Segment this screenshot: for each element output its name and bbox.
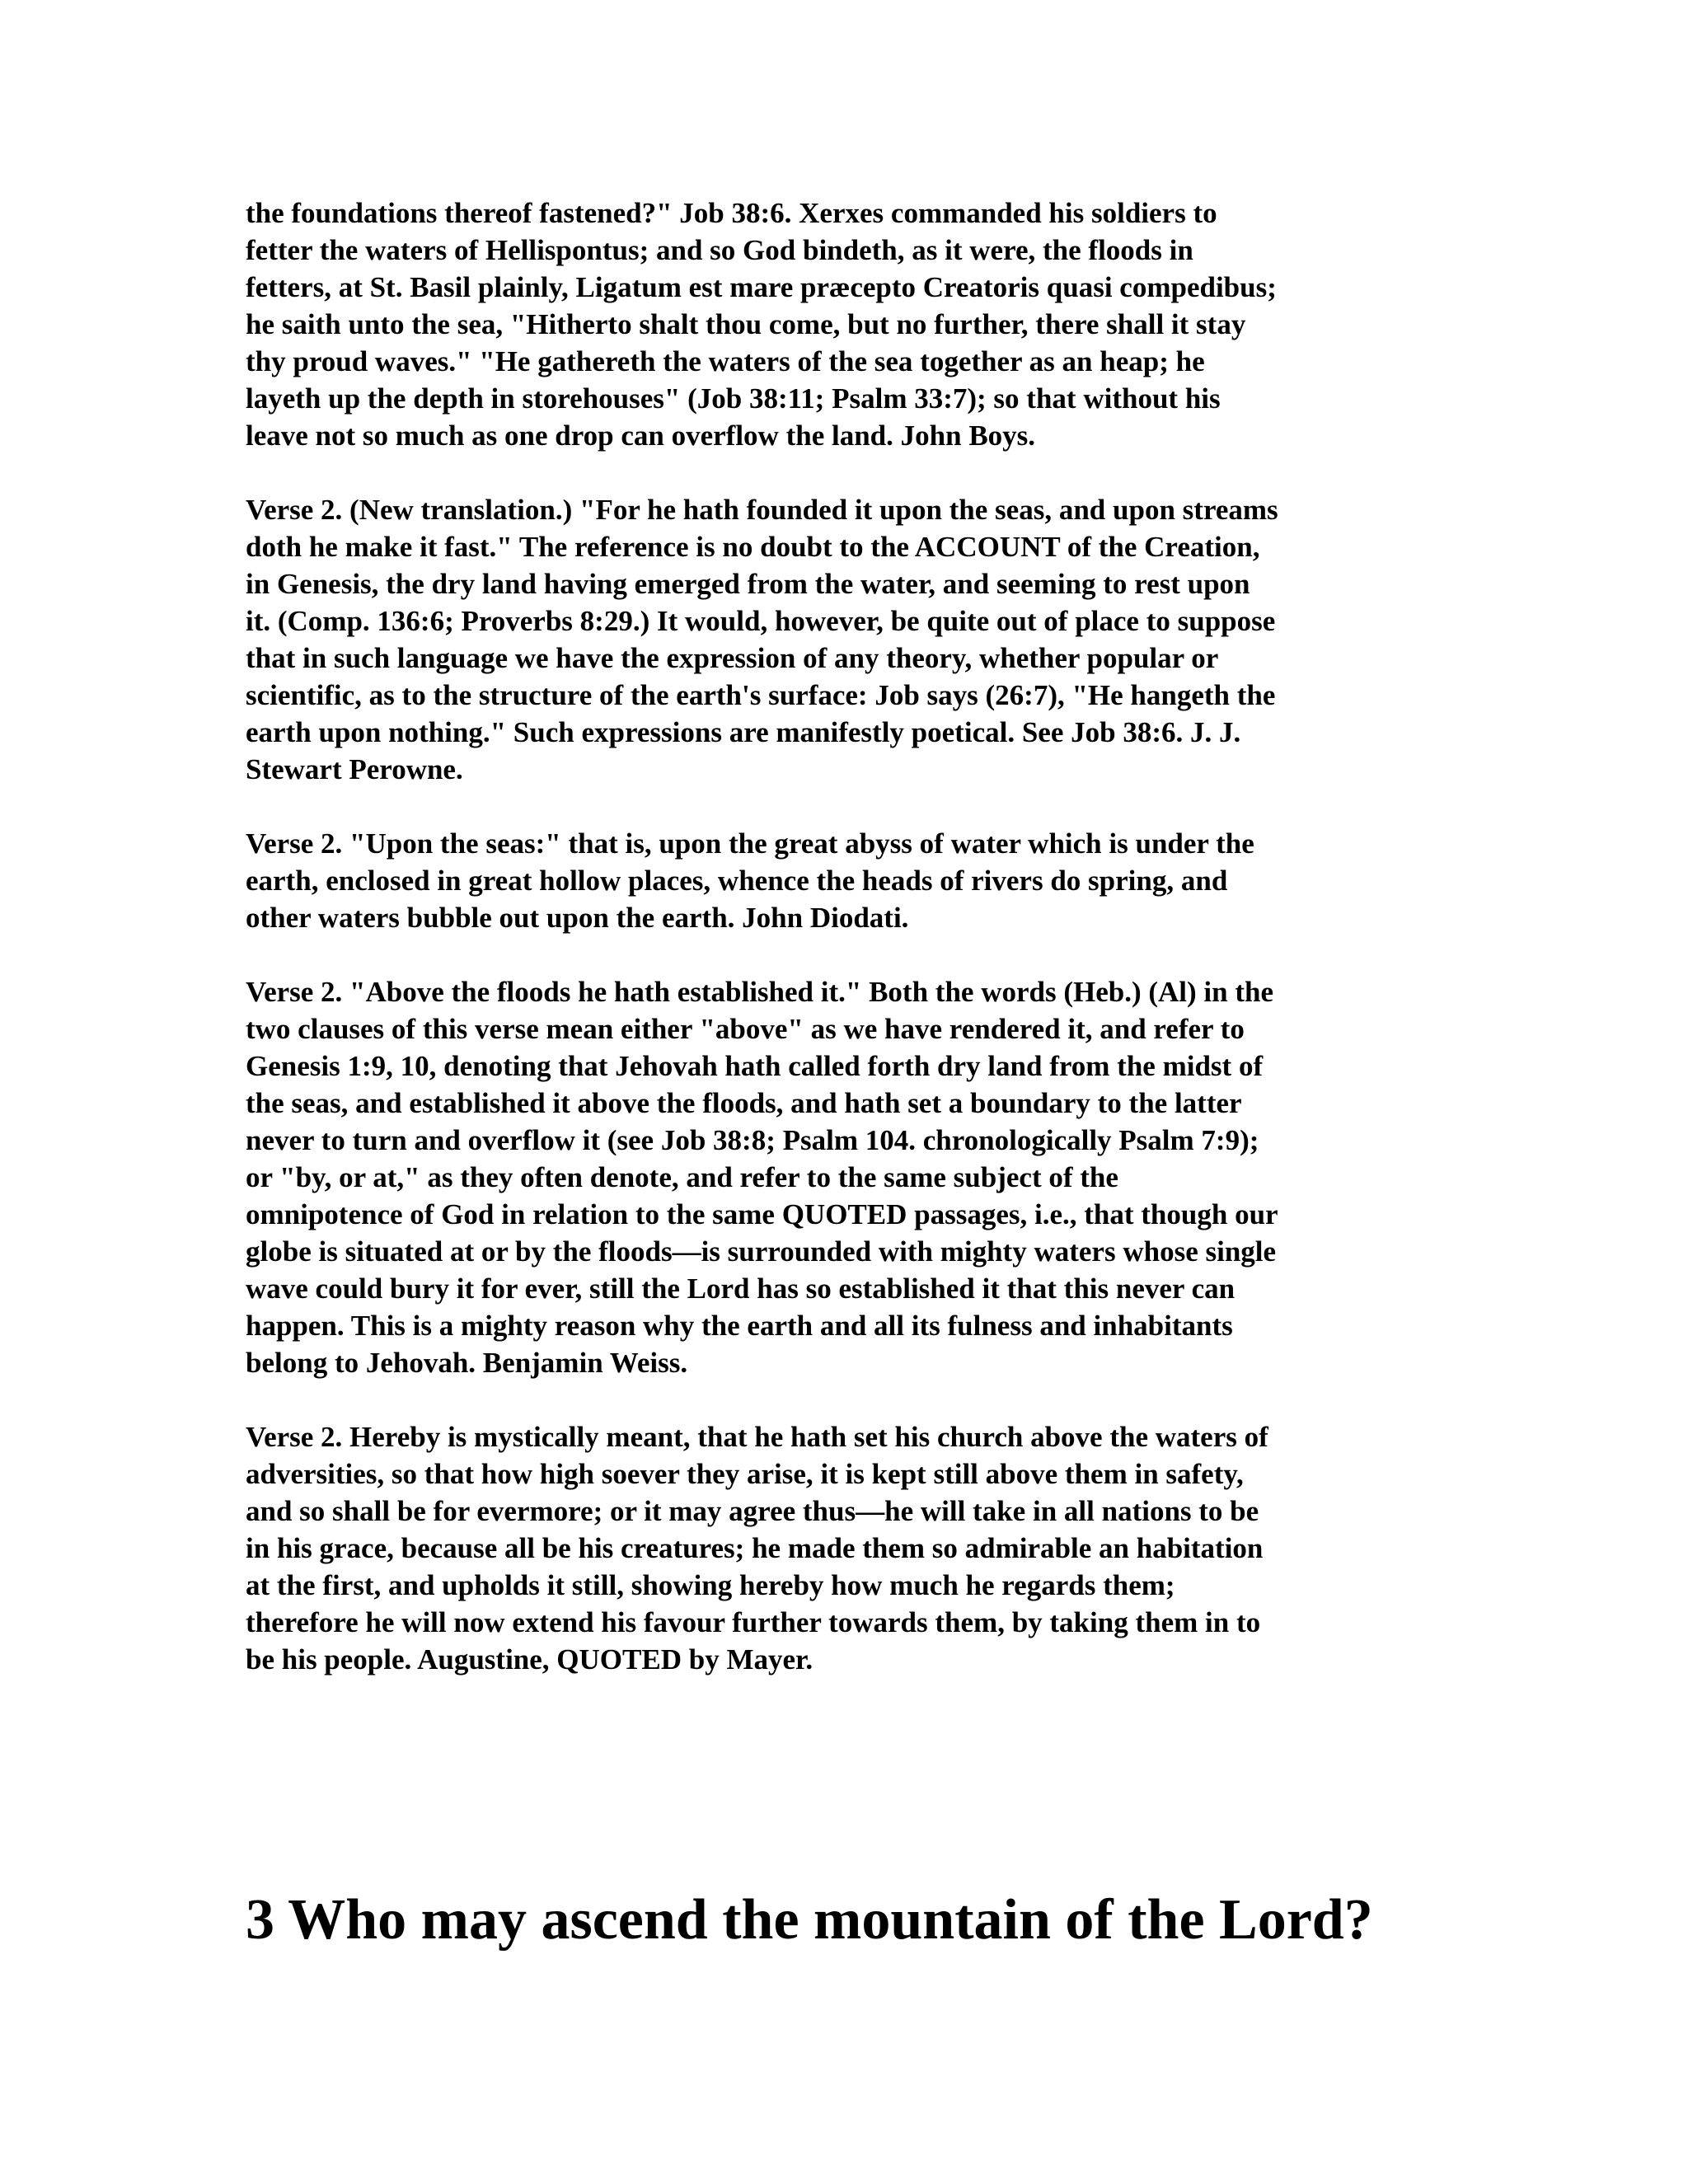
text-line: therefore he will now extend his favour further towards them, by taking them in to (246, 1606, 1261, 1638)
text-line: earth upon nothing." Such expressions are manifestly poetical. See Job 38:6. J. J. (246, 716, 1241, 748)
text-line: or "by, or at," as they often denote, and refer to the same subject of the (246, 1161, 1118, 1193)
text-line: other waters bubble out upon the earth. John Diodati. (246, 902, 909, 934)
text-line: Verse 2. "Upon the seas:" that is, upon the great abyss of water which is under the (246, 827, 1254, 860)
text-line: fetter the waters of Hellispontus; and so God bindeth, as it were, the floods in (246, 234, 1193, 266)
text-line: the seas, and established it above the floods, and hath set a boundary to the latter (246, 1087, 1242, 1119)
text-line: layeth up the depth in storehouses" (Job 38:11; Psalm 33:7); so that without his (246, 382, 1221, 415)
text-line: in his grace, because all be his creatures; he made them so admirable an habitation (246, 1532, 1264, 1564)
paragraph-diodati (246, 825, 1449, 936)
text-line: never to turn and overflow it (see Job 38:8; Psalm 104. chronologically Psalm 7:9); (246, 1124, 1259, 1156)
paragraph-john-boys (246, 194, 1449, 454)
text-line: omnipotence of God in relation to the same QUOTED passages, i.e., that though our (246, 1198, 1278, 1230)
paragraph-perowne (246, 491, 1449, 788)
text-line: the foundations thereof fastened?" Job 38:6. Xerxes commanded his soldiers to (246, 197, 1217, 229)
document-body (246, 194, 1449, 1715)
text-line: and so shall be for evermore; or it may agree thus—he will take in all nations to be (246, 1495, 1259, 1527)
text-line: be his people. Augustine, QUOTED by Mayer. (246, 1643, 814, 1675)
text-line: earth, enclosed in great hollow places, whence the heads of rivers do spring, and (246, 865, 1228, 897)
text-line: at the first, and upholds it still, showing hereby how much he regards them; (246, 1569, 1175, 1601)
text-line: wave could bury it for ever, still the Lord has so established it that this never can (246, 1272, 1236, 1305)
text-line: two clauses of this verse mean either "above" as we have rendered it, and refer to (246, 1013, 1245, 1045)
text-line: belong to Jehovah. Benjamin Weiss. (246, 1347, 688, 1379)
text-line: Genesis 1:9, 10, denoting that Jehovah hath called forth dry land from the midst of (246, 1050, 1264, 1082)
text-line: adversities, so that how high soever they arise, it is kept still above them in safety, (246, 1458, 1244, 1490)
text-line: that in such language we have the expression of any theory, whether popular or (246, 642, 1219, 674)
text-line: doth he make it fast." The reference is no doubt to the ACCOUNT of the Creation, (246, 531, 1260, 563)
text-line: happen. This is a mighty reason why the earth and all its fulness and inhabitants (246, 1310, 1233, 1342)
text-line: scientific, as to the structure of the earth's surface: Job says (26:7), "He hangeth the (246, 679, 1276, 711)
text-line: leave not so much as one drop can overflow the land. John Boys. (246, 419, 1036, 452)
text-line: thy proud waves." "He gathereth the waters of the sea together as an heap; he (246, 345, 1205, 377)
text-line: Verse 2. "Above the floods he hath established it." Both the words (Heb.) (Al) in the (246, 976, 1274, 1008)
text-line: fetters, at St. Basil plainly, Ligatum est mare præcepto Creatoris quasi compedibus; (246, 271, 1277, 303)
section-heading: 3 Who may ascend the mountain of the Lord? (246, 1888, 1373, 1952)
text-line: globe is situated at or by the floods—is surrounded with mighty waters whose single (246, 1235, 1277, 1268)
paragraph-augustine (246, 1418, 1449, 1678)
text-line: it. (Comp. 136:6; Proverbs 8:29.) It would, however, be quite out of place to suppose (246, 605, 1276, 637)
text-line: he saith unto the sea, "Hitherto shalt thou come, but no further, there shall it stay (246, 308, 1246, 340)
text-line: in Genesis, the dry land having emerged from the water, and seeming to rest upon (246, 568, 1250, 600)
text-line: Verse 2. (New translation.) "For he hath founded it upon the seas, and upon streams (246, 494, 1278, 526)
paragraph-weiss (246, 973, 1449, 1381)
text-line: Stewart Perowne. (246, 753, 463, 785)
text-line: Verse 2. Hereby is mystically meant, that he hath set his church above the waters of (246, 1421, 1268, 1453)
